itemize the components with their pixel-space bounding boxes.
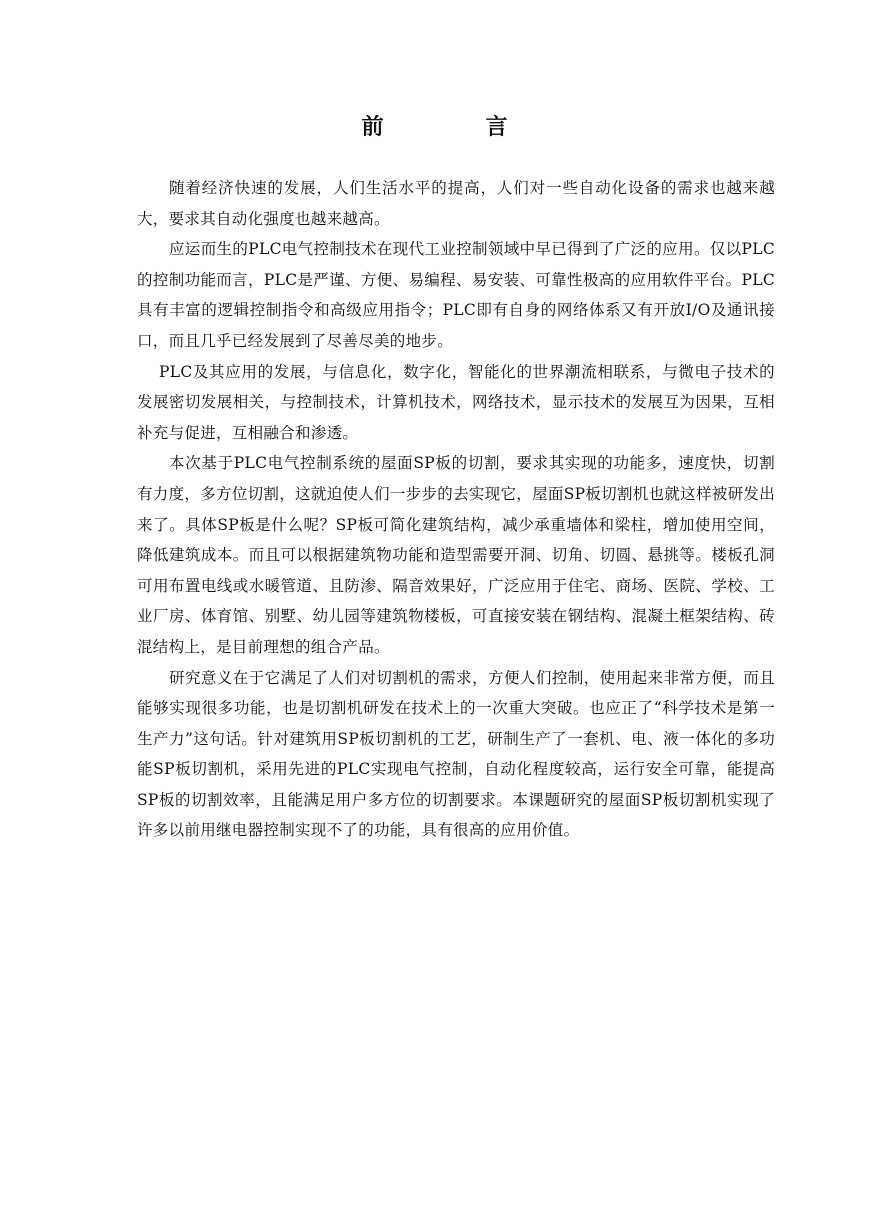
- paragraph-3: PLC及其应用的发展，与信息化，数字化，智能化的世界潮流相联系，与微电子技术的发展密切发展相关，与控制技术，计算机技术，网络技术，显示技术的发展互为因果，互相补充与促进，互相融合和渗透。: [137, 362, 775, 442]
- paragraph-1: 随着经济快速的发展，人们生活水平的提高，人们对一些自动化设备的需求也越来越大，要求其自动化强度也越来越高。: [137, 179, 775, 228]
- paragraph-4: 本次基于PLC电气控制系统的屋面SP板的切割，要求其实现的功能多，速度快，切割有力度，多方位切割，这就迫使人们一步步的去实现它，屋面SP板切割机也就这样被研发出来了。具体SP板是什么呢？SP板可简化建筑结构，减少承重墙体和梁柱，增加使用空间，降低建筑成本。而且可以根据建筑物功能和造型需要开洞、切角、切圆、悬挑等。楼板孔洞可用布置电线或水暖管道、且防渗、隔音效果好，广泛应用于住宅、商场、医院、学校、工业厂房、体育馆、别墅、幼儿园等建筑物楼板，可直接安装在钢结构、混凝土框架结构、砖混结构上，是目前理想的组合产品。: [137, 454, 775, 656]
- page-title: 前 言: [361, 115, 548, 140]
- paragraph-2: 应运而生的PLC电气控制技术在现代工业控制领域中早已得到了广泛的应用。仅以PLC的控制功能而言，PLC是严谨、方便、易编程、易安装、可靠性极高的应用软件平台。PLC具有丰富的逻辑控制指令和高级应用指令；PLC即有自身的网络体系又有开放I/O及通讯接口，而且几乎已经发展到了尽善尽美的地步。: [137, 240, 775, 350]
- paragraph-5: 研究意义在于它满足了人们对切割机的需求，方便人们控制，使用起来非常方便，而且能够实现很多功能，也是切割机研发在技术上的一次重大突破。也应正了“科学技术是第一生产力”这句话。针对建筑用SP板切割机的工艺，研制生产了一套机、电、液一体化的多功能SP板切割机，采用先进的PLC实现电气控制，自动化程度较高，运行安全可靠，能提高SP板的切割效率，且能满足用户多方位的切割要求。本课题研究的屋面SP板切割机实现了许多以前用继电器控制实现不了的功能，具有很高的应用价值。: [137, 668, 775, 840]
- body-text: [137, 173, 775, 846]
